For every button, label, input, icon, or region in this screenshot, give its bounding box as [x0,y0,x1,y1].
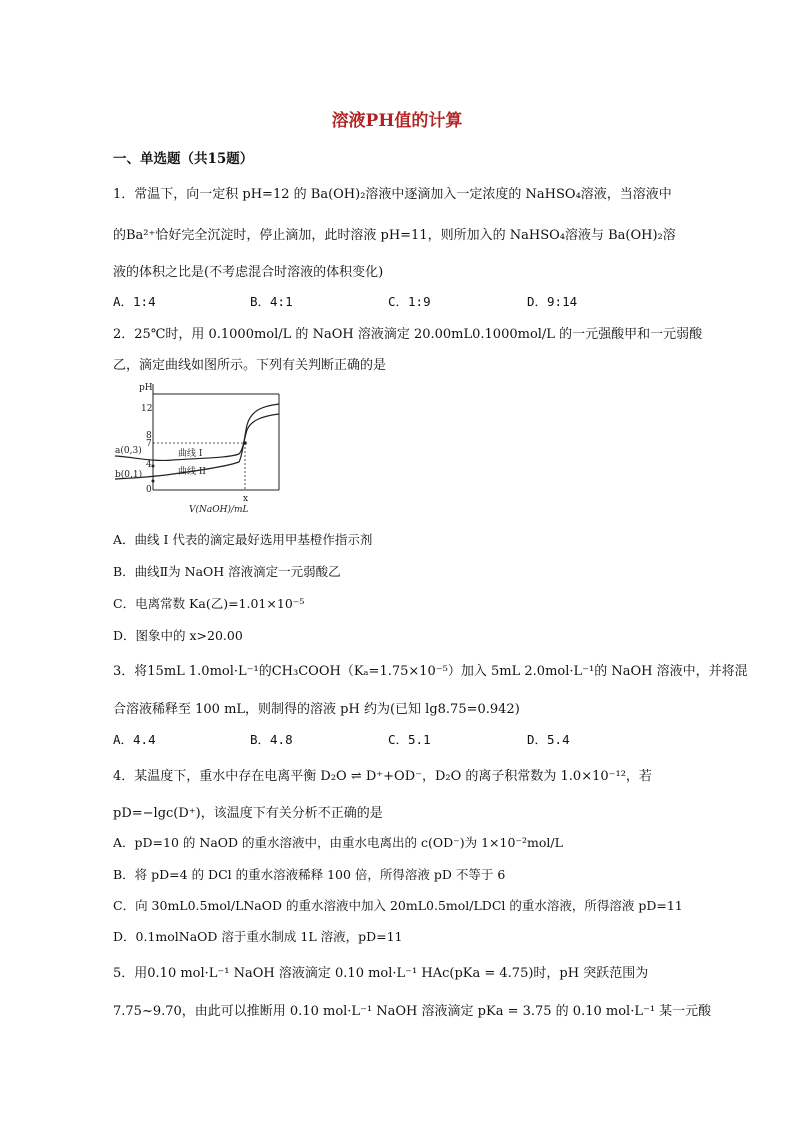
q2-option-c: C．电离常数 Ka(乙)=1.01×10⁻⁵ [113,596,305,611]
tick-7: 7 [146,439,152,449]
q4-option-a: A．pD=10 的 NaOD 的重水溶液中，由重水电离出的 c(OD⁻)为 1×10⁻²mol/L [113,835,563,850]
q5-line1: 5．用0.10 mol·L⁻¹ NaOH 溶液滴定 0.10 mol·L⁻¹ HAc(pKa = 4.75)时，pH 突跃范围为 [113,966,649,981]
curve-2-label: 曲线 II [178,467,206,477]
tick-8: 8 [146,431,152,441]
q2-option-b: B．曲线Ⅱ为 NaOH 溶液滴定一元弱酸乙 [113,564,341,579]
q3-option-a: A．4.4 [113,732,156,747]
section-heading: 一、单选题（共15题） [113,151,254,167]
q1-line3: 液的体积之比是(不考虑混合时溶液的体积变化) [113,265,384,280]
q3-line1: 3．将15mL 1.0mol·L⁻¹的CH₃COOH（Kₐ=1.75×10⁻⁵）加入 5mL 2.0mol·L⁻¹的 NaOH 溶液中，并将混 [113,664,748,679]
curve-1-label: 曲线 I [178,449,203,459]
q3-option-d: D．5.4 [527,732,570,747]
q2-line2: 乙，滴定曲线如图所示。下列有关判断正确的是 [113,358,387,373]
q4-line1: 4．某温度下，重水中存在电离平衡 D₂O ⇌ D⁺+OD⁻，D₂O 的离子积常数为 1.0×10⁻¹²，若 [113,769,652,784]
q2-line1: 2．25℃时，用 0.1000mol/L 的 NaOH 溶液滴定 20.00mL0.1000mol/L 的一元强酸甲和一元弱酸 [113,327,703,342]
point-b-marker [152,480,155,483]
y-axis-label: pH [139,383,153,393]
q1-option-a: A．1:4 [113,294,156,309]
q3-option-b: B．4.8 [250,732,293,747]
q4-option-d: D．0.1molNaOD 溶于重水制成 1L 溶液，pD=11 [113,929,403,944]
q4-line2: pD=−lgc(D⁺)，该温度下有关分析不正确的是 [113,806,383,821]
point-b-label: b(0,1) [115,470,143,480]
q1-option-b: B．4:1 [250,294,293,309]
page-title: 溶液PH值的计算 [331,111,463,131]
tick-12: 12 [141,404,153,414]
q2-option-a: A．曲线 I 代表的滴定最好选用甲基橙作指示剂 [113,532,373,547]
equivalence-point [243,441,247,445]
x-mark-label: x [243,494,249,504]
x-axis-label: V(NaOH)/mL [189,505,249,515]
q1-line2: 的Ba²⁺恰好完全沉淀时，停止滴加，此时溶液 pH=11，则所加入的 NaHSO₄溶液与 Ba(OH)₂溶 [113,228,676,243]
tick-4: 4 [146,460,152,470]
titration-curve-figure [113,378,283,518]
q5-line2: 7.75~9.70，由此可以推断用 0.10 mol·L⁻¹ NaOH 溶液滴定 pKa = 3.75 的 0.10 mol·L⁻¹ 某一元酸 [113,1004,712,1019]
q3-line2: 合溶液稀释至 100 mL，则制得的溶液 pH 约为(已知 lg8.75=0.942) [113,702,520,717]
tick-0: 0 [146,485,152,495]
q4-option-c: C．向 30mL0.5mol/LNaOD 的重水溶液中加入 20mL0.5mol/LDCl 的重水溶液，所得溶液 pD=11 [113,898,683,913]
q2-option-d: D．图象中的 x>20.00 [113,628,243,643]
q4-option-b: B．将 pD=4 的 DCl 的重水溶液稀释 100 倍，所得溶液 pD 不等于 6 [113,867,506,882]
q1-option-d: D．9:14 [527,294,578,309]
q1-option-c: C．1:9 [388,294,431,309]
q1-line1: 1．常温下，向一定积 pH=12 的 Ba(OH)₂溶液中逐滴加入一定浓度的 NaHSO₄溶液，当溶液中 [113,187,672,202]
q3-option-c: C．5.1 [388,732,431,747]
point-a-marker [152,465,155,468]
point-a-label: a(0,3) [115,446,142,456]
